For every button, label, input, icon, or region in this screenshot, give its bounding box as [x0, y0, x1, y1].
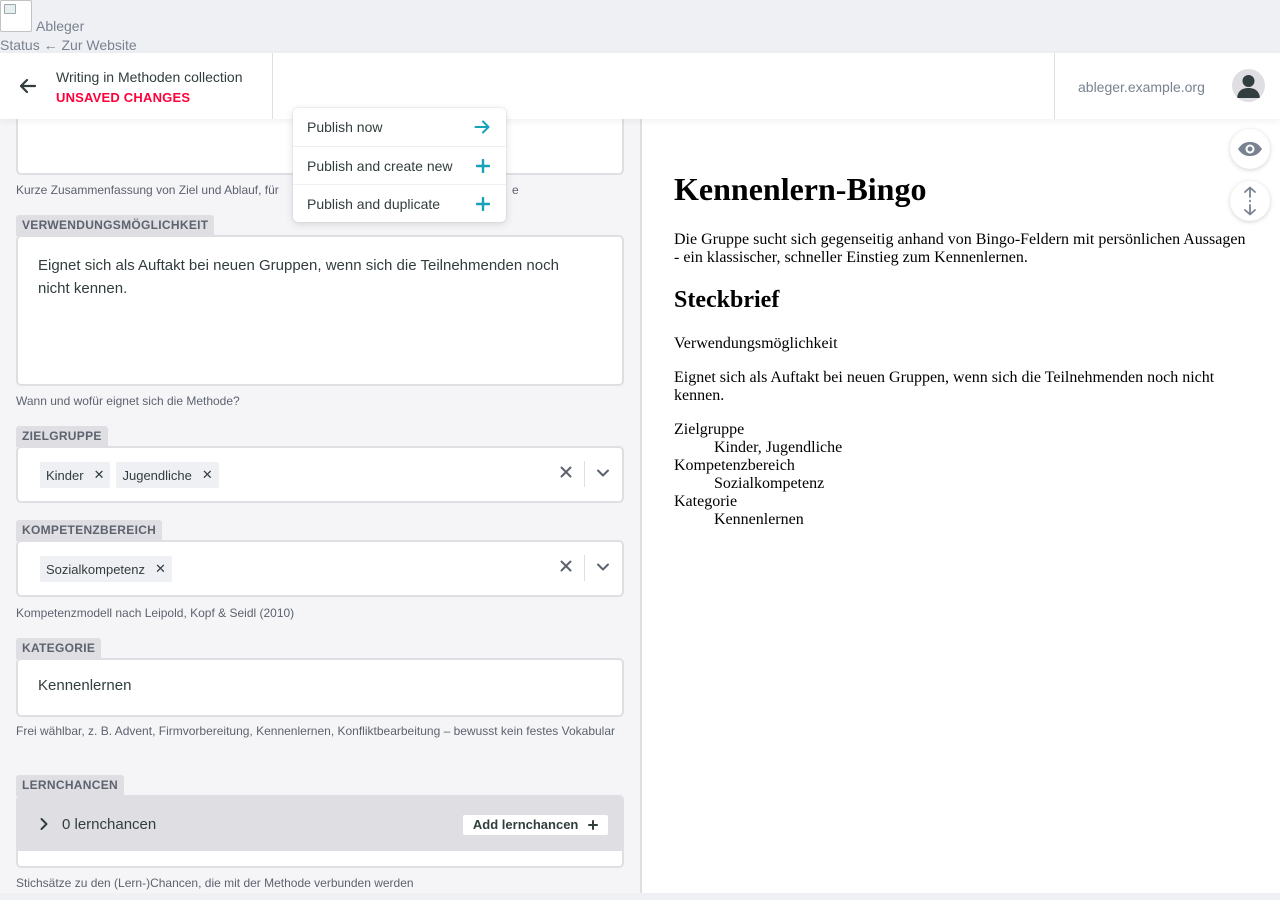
site-header [0, 0, 1280, 53]
sync-scroll-icon [1243, 186, 1257, 216]
publish-and-create-new-label: Publish and create new [307, 157, 453, 174]
entry-title: Writing in Methoden collection [56, 69, 243, 85]
verwendung-textarea[interactable] [16, 235, 624, 386]
kompetenz-label: KOMPETENZBEREICH [16, 520, 162, 541]
plus-icon [476, 159, 490, 173]
chip-jugendliche: Jugendliche ✕ [116, 462, 218, 488]
publish-dropdown [293, 108, 506, 222]
zielgruppe-chips [40, 462, 225, 488]
preview-dl-value: Kinder, Jugendliche [714, 439, 843, 456]
select-divider [584, 555, 585, 581]
chip-sozialkompetenz: Sozialkompetenz ✕ [40, 556, 172, 582]
kategorie-input[interactable] [16, 658, 624, 717]
lernchancen-label: LERNCHANCEN [16, 775, 124, 796]
status-link[interactable]: Status [0, 37, 40, 53]
kategorie-label: KATEGORIE [16, 638, 101, 659]
publish-and-duplicate-option[interactable] [293, 184, 506, 222]
preview-section-heading: Steckbrief [674, 287, 780, 313]
plus-icon [588, 820, 598, 830]
sync-scroll-button[interactable] [1230, 181, 1270, 221]
preview-verwendung-label: Verwendungsmöglichkeit [674, 335, 838, 352]
publish-now-label: Publish now [307, 119, 383, 135]
preview-title: Kennenlern-Bingo [674, 171, 927, 207]
publish-and-duplicate-label: Publish and duplicate [307, 195, 441, 212]
eye-icon [1237, 141, 1263, 157]
preview-dl-term: Zielgruppe [674, 421, 745, 438]
back-to-website-link[interactable]: ← Zur Website [43, 37, 137, 53]
verwendung-label: VERWENDUNGSMÖGLICHKEIT [16, 215, 214, 236]
site-logo-image [0, 0, 32, 32]
select-divider [584, 461, 585, 487]
lernchancen-list-header [18, 797, 622, 851]
site-url-link[interactable]: ableger.example.org [1078, 79, 1205, 95]
zielgruppe-label: ZIELGRUPPE [16, 426, 108, 447]
preview-verwendung-text: Eignet sich als Auftakt bei neuen Gruppen, wenn sich die Teilnehmenden noch nicht kennen. [674, 369, 1215, 404]
kompetenz-select[interactable] [16, 540, 624, 597]
editor-pane [0, 119, 640, 893]
arrow-right-icon [474, 120, 490, 134]
clear-selection-icon[interactable] [560, 560, 572, 572]
kategorie-hint: Frei wählbar, z. B. Advent, Firmvorbereitung, Kennenlernen, Konfliktbearbeitung – bewusst kein festes Vokabular [16, 724, 616, 738]
arrow-left-icon [19, 78, 37, 94]
toggle-preview-button[interactable] [1230, 129, 1270, 169]
remove-chip-icon[interactable]: ✕ [201, 467, 213, 482]
preview-dl-term: Kompetenzbereich [674, 457, 795, 474]
bottom-bar [0, 893, 1280, 900]
preview-dl-term: Kategorie [674, 493, 738, 510]
chip-kinder: Kinder ✕ [40, 462, 110, 488]
lernchancen-hint: Stichsätze zu den (Lern-)Chancen, die mit der Methode verbunden werden [16, 876, 414, 890]
preview-pane [642, 119, 1280, 893]
site-name: Ableger [36, 18, 85, 34]
chevron-right-icon[interactable] [39, 817, 49, 831]
kompetenz-chips [40, 556, 178, 582]
preview-intro: Die Gruppe sucht sich gegenseitig anhand von Bingo-Feldern mit persönlichen Aussagen - ein klassischer, schneller Einstieg zum Kennenlernen. [674, 231, 1246, 266]
site-nav [0, 37, 137, 53]
toolbar-divider [272, 53, 273, 119]
kategorie-value: Kennenlernen [38, 677, 132, 694]
chevron-down-icon[interactable] [596, 468, 610, 478]
editor-toolbar [0, 53, 1280, 119]
user-avatar[interactable] [1232, 69, 1265, 102]
verwendung-hint: Wann und wofür eignet sich die Methode? [16, 394, 240, 408]
remove-chip-icon[interactable]: ✕ [155, 561, 166, 576]
verwendung-value: Eignet sich als Auftakt bei neuen Gruppen, wenn sich die Teilnehmenden noch nicht kennen. [38, 257, 559, 297]
lernchancen-list [16, 795, 624, 868]
zielgruppe-select[interactable] [16, 446, 624, 503]
publish-and-create-new-option[interactable] [293, 146, 506, 184]
back-button[interactable] [0, 53, 56, 119]
summary-hint: Kurze Zusammenfassung von Ziel und Ablauf, für e [16, 183, 519, 197]
toolbar-divider [1054, 53, 1055, 119]
preview-dl-value: Kennenlernen [714, 511, 804, 528]
publish-now-option[interactable] [293, 108, 506, 146]
preview-dl-value: Sozialkompetenz [714, 475, 825, 492]
remove-chip-icon[interactable]: ✕ [93, 467, 105, 482]
user-icon [1232, 69, 1265, 102]
clear-selection-icon[interactable] [560, 466, 572, 478]
chevron-down-icon[interactable] [596, 562, 610, 572]
add-lernchancen-button[interactable]: Add lernchancen [463, 815, 608, 835]
kompetenz-hint: Kompetenzmodell nach Leipold, Kopf & Seidl (2010) [16, 606, 295, 620]
unsaved-changes-status: UNSAVED CHANGES [56, 90, 191, 105]
lernchancen-count: 0 lernchancen [62, 816, 157, 833]
entry-title-area [56, 69, 243, 105]
plus-icon [476, 197, 490, 211]
